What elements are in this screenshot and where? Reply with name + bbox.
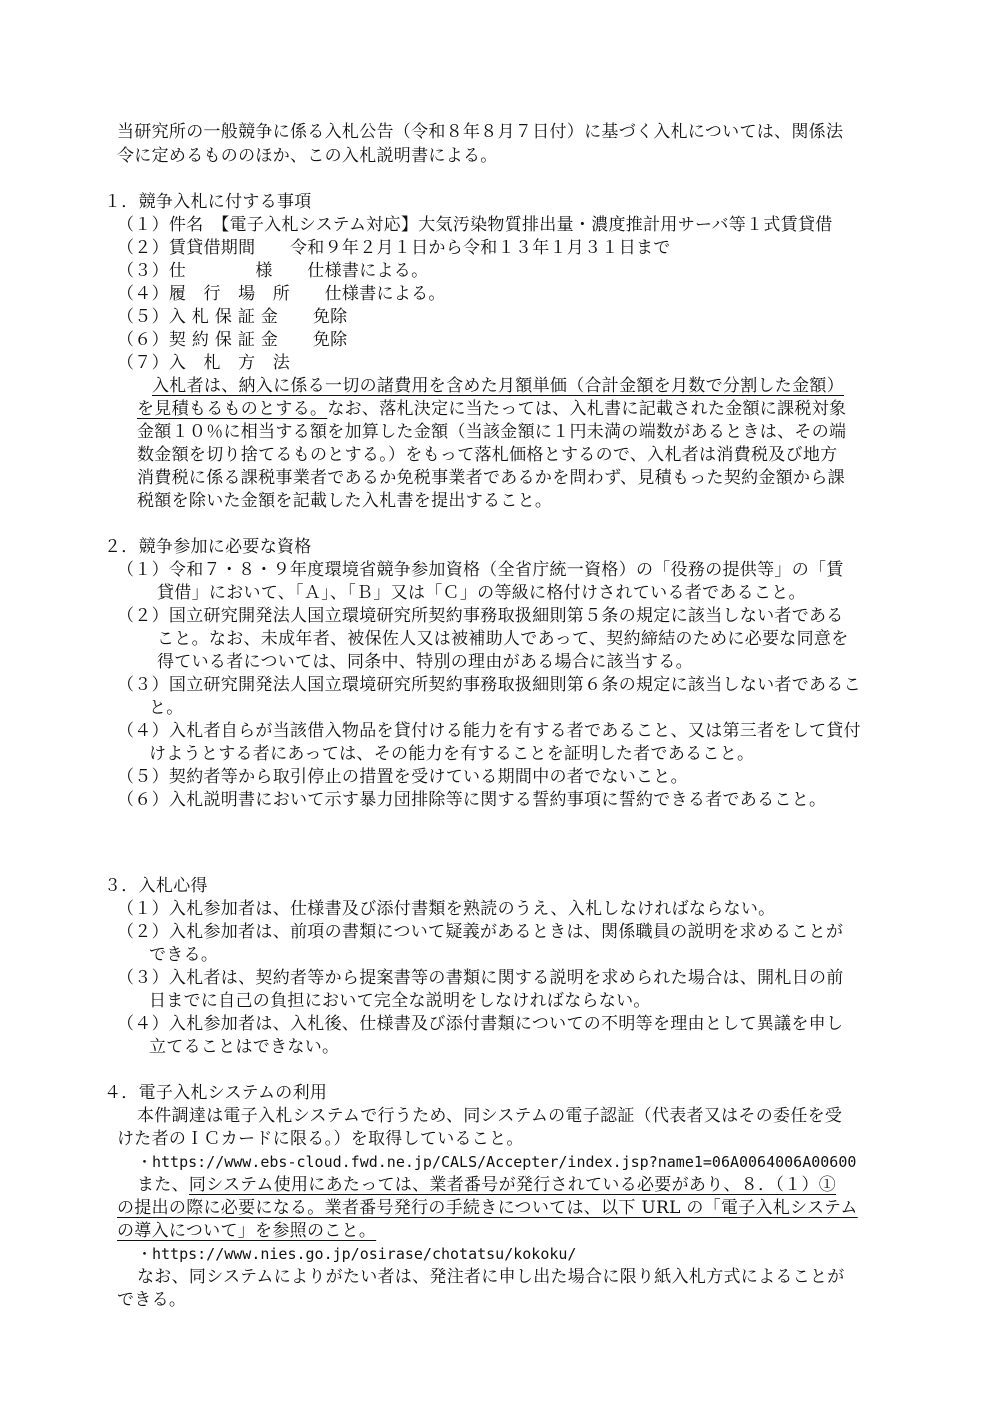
s2-item-2: 得ている者については、同条中、特別の理由がある場合に該当する。 <box>157 652 693 672</box>
s4-text <box>137 1174 836 1196</box>
s3-item-3: （３）入札者は、契約者等から提案書等の書類に関する説明を求められた場合は、開札日の前 <box>117 968 844 988</box>
ebs-cloud-url: ・https://www.ebs-cloud.fwd.ne.jp/CALS/Accepter/index.jsp?name1=06A0064006A00600 <box>137 1153 857 1171</box>
s1-item-1: （１）件名 【電子入札システム対応】大気汚染物質排出量・濃度推計用サーバ等１式賃貸借 <box>117 215 833 235</box>
s3-item-1: （１）入札参加者は、仕様書及び添付書類を熟読のうえ、入札しなければならない。 <box>117 899 776 919</box>
s4-text: けた者のＩＣカードに限る。）を取得していること。 <box>117 1129 524 1149</box>
intro-line: 当研究所の一般競争に係る入札公告（令和８年８月７日付）に基づく入札については、関係法 <box>117 122 844 142</box>
s3-item-4: （４）入札参加者は、入札後、仕様書及び添付書類についての不明等を理由として異議を申し <box>117 1014 844 1034</box>
s3-item-4: 立てることはできない。 <box>149 1037 340 1057</box>
s2-item-1: 貸借」において、「Ａ」、「Ｂ」又は「Ｃ」の等級に格付けされている者であること。 <box>157 583 806 603</box>
s4-text: なお、同システムによりがたい者は、発注者に申し出た場合に限り紙入札方式によることが <box>137 1267 845 1287</box>
s3-item-2: できる。 <box>149 945 219 965</box>
s1-item-4: （４）履 行 場 所 仕様書による。 <box>117 284 446 304</box>
s3-item-2: （２）入札参加者は、前項の書類について疑義があるときは、関係職員の説明を求めることが <box>117 922 844 942</box>
s2-item-1: （１）令和７・８・９年度環境省競争参加資格（全省庁統一資格）の「役務の提供等」の「賃 <box>117 560 844 580</box>
s1-bid-method-text: 消費税に係る課税事業者であるか免税事業者であるかを問わず、見積もった契約金額から課 <box>137 468 845 488</box>
nies-url: ・https://www.nies.go.jp/osirase/chotatsu/kokoku/ <box>137 1245 577 1263</box>
section-1-heading: １．競争入札に付する事項 <box>104 192 312 212</box>
s2-item-5: （５）契約者等から取引停止の措置を受けている期間中の者でないこと。 <box>117 767 688 787</box>
underlined-text: を見積もるものとする。 <box>137 399 328 419</box>
s1-bid-method-text: 数金額を切り捨てるものとする。）をもって落札価格とするので、入札者は消費税及び地方 <box>137 445 838 465</box>
s4-text: の提出の際に必要になる。業者番号発行の手続きについては、以下 URL の「電子入札システム <box>117 1198 858 1218</box>
s1-bid-method-text: 金額１０％に相当する額を加算した金額（当該金額に１円未満の端数があるときは、その端 <box>137 422 847 442</box>
plain-text: なお、落札決定に当たっては、入札書に記載された金額に課税対象 <box>327 399 847 419</box>
section-4-heading: ４．電子入札システムの利用 <box>104 1083 328 1103</box>
plain-text: また、 <box>137 1175 189 1195</box>
s2-item-2: こと。なお、未成年者、被保佐人又は被補助人であって、契約締結のために必要な同意を <box>157 629 849 649</box>
s2-item-6: （６）入札説明書において示す暴力団排除等に関する誓約事項に誓約できる者であること。 <box>117 790 827 810</box>
s1-item-5: （５）入 札 保 証 金 免除 <box>117 307 348 327</box>
s1-bid-method-text: 税額を除いた金額を記載した入札書を提出すること。 <box>137 491 553 511</box>
s2-item-2: （２）国立研究開発法人国立環境研究所契約事務取扱細則第５条の規定に該当しない者である <box>117 606 844 626</box>
underlined-text: 同システム使用にあたっては、業者番号が発行されている必要があり、８．（１）① <box>188 1175 837 1195</box>
s4-text: できる。 <box>117 1290 187 1310</box>
s4-text: の導入について」を参照のこと。 <box>117 1221 377 1241</box>
s1-item-6: （６）契 約 保 証 金 免除 <box>117 330 348 350</box>
s2-item-4: けようとする者にあっては、その能力を有することを証明した者であること。 <box>149 744 755 764</box>
s2-item-3: と。 <box>149 698 184 718</box>
s1-item-2: （２）賃貸借期間 令和９年２月１日から令和１３年１月３１日まで <box>117 238 671 258</box>
section-2-heading: ２．競争参加に必要な資格 <box>104 537 312 557</box>
s2-item-4: （４）入札者自らが当該借入物品を貸付ける能力を有する者であること、又は第三者をして貸付 <box>117 721 861 741</box>
intro-line: 令に定めるもののほか、この入札説明書による。 <box>117 146 498 166</box>
s1-item-3: （３）仕 様 仕様書による。 <box>117 261 429 281</box>
s1-bid-method-text <box>137 398 846 420</box>
s2-item-3: （３）国立研究開発法人国立環境研究所契約事務取扱細則第６条の規定に該当しない者であるこ <box>117 675 861 695</box>
s4-text: 本件調達は電子入札システムで行うため、同システムの電子認証（代表者又はその委任を受 <box>137 1106 843 1126</box>
s3-item-3: 日までに自己の負担において完全な説明をしなければならない。 <box>149 991 651 1011</box>
s1-item-7: （７）入 札 方 法 <box>117 353 290 373</box>
section-3-heading: ３．入札心得 <box>104 876 208 896</box>
s1-bid-method-text: 入札者は、納入に係る一切の諸費用を含めた月額単価（合計金額を月数で分割した金額） <box>152 376 844 396</box>
